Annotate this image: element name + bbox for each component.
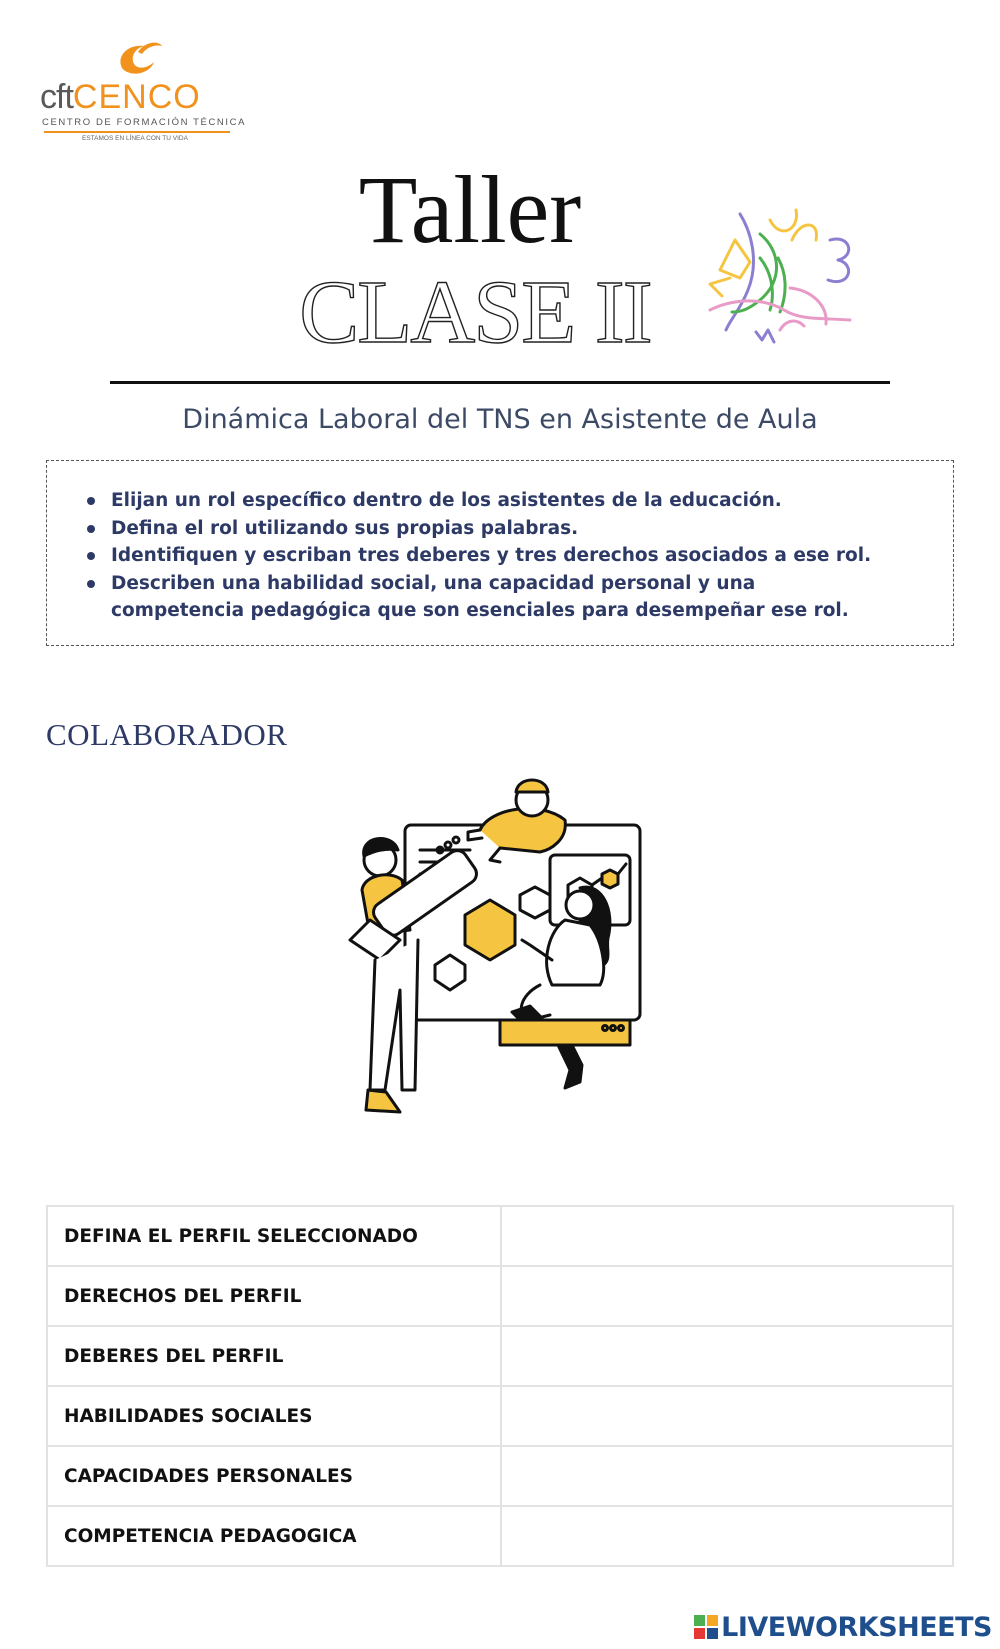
row-label: HABILIDADES SOCIALES <box>47 1386 501 1446</box>
social-skills-field[interactable] <box>502 1387 952 1445</box>
personal-capacities-field[interactable] <box>502 1447 952 1505</box>
team-collaboration-icon <box>340 770 660 1140</box>
liveworksheets-logo-icon <box>694 1615 718 1639</box>
logo-wordmark <box>40 80 201 114</box>
table-row <box>47 1506 953 1566</box>
pedagogical-competence-field[interactable] <box>502 1507 952 1565</box>
answer-cell <box>501 1326 953 1386</box>
answer-cell <box>501 1386 953 1446</box>
logo-name: CENCO <box>72 78 201 116</box>
logo-subtitle: CENTRO DE FORMACIÓN TÉCNICA <box>42 117 247 128</box>
answer-cell <box>501 1506 953 1566</box>
row-label: DEFINA EL PERFIL SELECCIONADO <box>47 1206 501 1266</box>
instructions-box <box>46 460 954 646</box>
profile-rights-field[interactable] <box>502 1267 952 1325</box>
answer-cell <box>501 1446 953 1506</box>
answer-cell <box>501 1206 953 1266</box>
row-label: DERECHOS DEL PERFIL <box>47 1266 501 1326</box>
profile-definition-field[interactable] <box>502 1207 952 1265</box>
answer-cell <box>501 1266 953 1326</box>
hands-together-icon <box>700 200 860 350</box>
profile-table <box>46 1205 954 1567</box>
table-row <box>47 1446 953 1506</box>
role-heading: COLABORADOR <box>46 717 288 752</box>
table-row <box>47 1266 953 1326</box>
row-label: CAPACIDADES PERSONALES <box>47 1446 501 1506</box>
profile-duties-field[interactable] <box>502 1327 952 1385</box>
instruction-item: Elijan un rol específico dentro de los asistentes de la educación. <box>111 487 953 515</box>
table-row <box>47 1386 953 1446</box>
page-title: Taller <box>358 156 582 263</box>
liveworksheets-wordmark: LIVEWORKSHEETS <box>721 1611 992 1643</box>
instruction-item: Describen una habilidad social, una capacidad personal y una competencia pedagógica que son esenciales para desempeñar ese rol. <box>111 570 953 625</box>
logo-prefix: cft <box>40 78 73 116</box>
course-name: Dinámica Laboral del TNS en Asistente de Aula <box>182 404 818 435</box>
logo-swoosh-icon <box>114 38 164 82</box>
row-label: DEBERES DEL PERFIL <box>47 1326 501 1386</box>
table-row <box>47 1206 953 1266</box>
instruction-item: Identifiquen y escriban tres deberes y tres derechos asociados a ese rol. <box>111 542 953 570</box>
row-label: COMPETENCIA PEDAGOGICA <box>47 1506 501 1566</box>
title-divider <box>110 381 890 384</box>
instruction-item: Defina el rol utilizando sus propias palabras. <box>111 515 953 543</box>
page-subtitle: CLASE II <box>299 263 651 362</box>
table-row <box>47 1326 953 1386</box>
logo-divider <box>44 131 230 133</box>
cft-cenco-logo <box>40 38 247 142</box>
logo-tagline: ESTAMOS EN LÍNEA CON TU VIDA <box>82 135 188 142</box>
instructions-list <box>47 461 953 625</box>
liveworksheets-brand[interactable] <box>694 1612 992 1642</box>
